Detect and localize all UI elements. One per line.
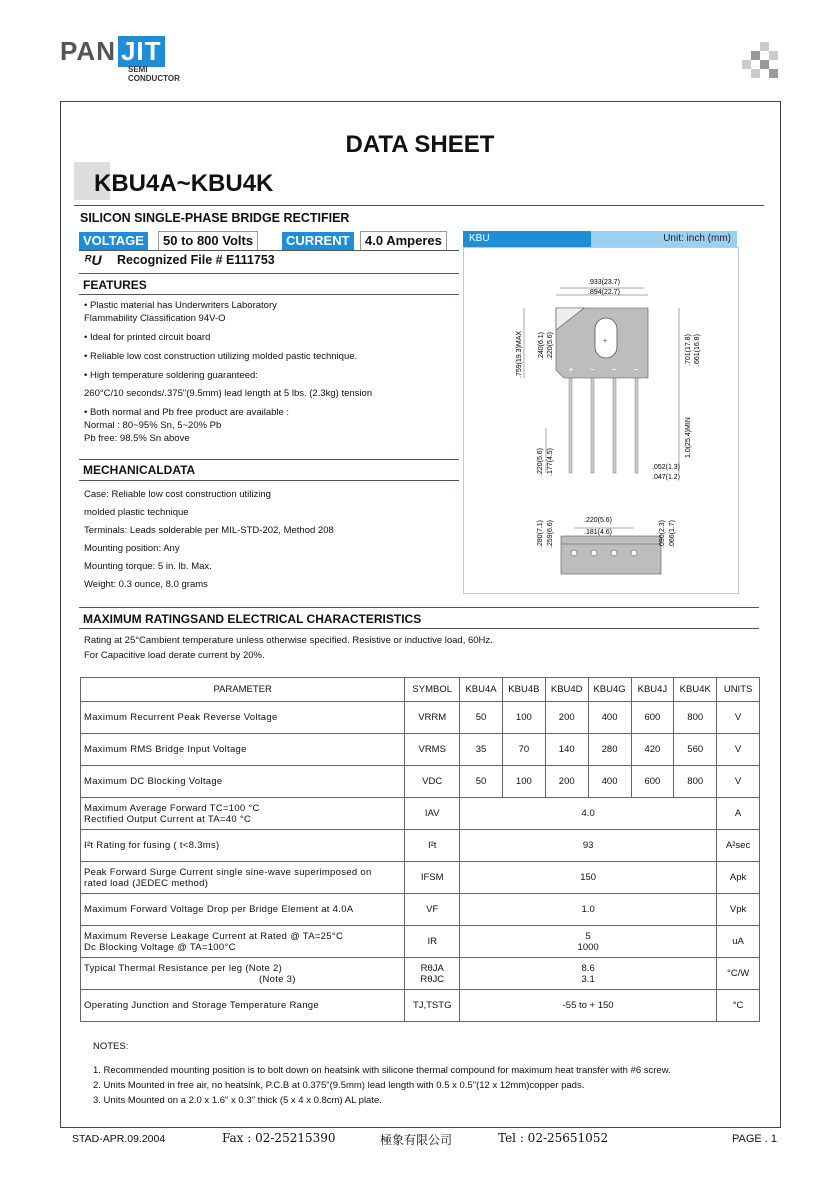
dim-side-r1: .090(2.3) — [659, 519, 666, 548]
mechanical-item: Case: Reliable low cost construction utilizing — [84, 489, 271, 500]
logo-sub-semi: SEMI — [128, 65, 148, 74]
dim-side-r2: .066(1.7) — [669, 519, 676, 548]
divider — [79, 273, 459, 274]
features-list — [84, 299, 459, 445]
table-header-row — [81, 678, 760, 702]
dim-hole2: .220(5.6) — [547, 331, 554, 360]
dim-lead-w1: .052(1.3) — [652, 464, 681, 471]
ul-mark: ᴿU — [84, 252, 102, 268]
dim-height-max: .759(19.3)MAX — [516, 330, 523, 378]
divider — [79, 480, 459, 481]
dim-hole1: .240(6.1) — [538, 331, 545, 360]
table-row: Maximum Average Forward TC=100 °C Rectified Output Current at TA=40 °C IAV 4.0 A — [81, 798, 760, 830]
divider — [79, 250, 459, 251]
table-row: I²t Rating for fusing ( t<8.3ms) I²t 93 A²sec — [81, 830, 760, 862]
divider — [74, 205, 764, 206]
table-row: Typical Thermal Resistance per leg (Note 2) (Note 3) RθJA RθJC 8.6 3.1 °C/W — [81, 958, 760, 990]
footer-page: PAGE . 1 — [732, 1133, 778, 1145]
dim-bottom-w1: .220(5.6) — [584, 517, 613, 524]
notes-list — [93, 1063, 671, 1108]
dim-lead-length: 1.0(25.4)MIN — [685, 417, 692, 458]
pin-plus: + — [569, 367, 574, 374]
dim-side-h1: .280(7.1) — [537, 519, 544, 548]
divider — [79, 294, 459, 295]
part-number: KBU4A~KBU4K — [94, 170, 274, 197]
current-value: 4.0 Amperes — [360, 231, 447, 251]
ratings-heading: MAXIMUM RATINGSAND ELECTRICAL CHARACTERISTICS — [83, 612, 422, 626]
voltage-label: VOLTAGE — [79, 232, 148, 250]
dim-bottom-w2: .181(4.6) — [584, 529, 613, 536]
ratings-note-2: For Capacitive load derate current by 20%. — [84, 650, 265, 661]
dim-pitch-max: .220(5.6) — [537, 447, 544, 476]
mechanical-item: Weight: 0.3 ounce, 8.0 grams — [84, 579, 208, 590]
col-header: KBU4J — [631, 678, 674, 702]
feature-item: • Reliable low cost construction utilizing molded pastic technique. — [84, 351, 358, 362]
svg-text:+: + — [603, 338, 608, 345]
col-header: UNITS — [717, 678, 760, 702]
mechanical-item: Mounting position: Any — [84, 543, 180, 554]
table-row: Maximum Forward Voltage Drop per Bridge Element at 4.0A VF 1.0 Vpk — [81, 894, 760, 926]
col-header: KBU4B — [502, 678, 545, 702]
ratings-table — [80, 677, 760, 1022]
dim-right-h2: .661(16.8) — [694, 334, 701, 366]
table-row: Maximum DC Blocking Voltage VDC 50 100 200 400 600 800 V — [81, 766, 760, 798]
table-row: Operating Junction and Storage Temperature Range TJ,TSTG -55 to + 150 °C — [81, 990, 760, 1022]
notes-heading: NOTES: — [93, 1041, 129, 1052]
col-header: PARAMETER — [81, 678, 405, 702]
note-item: 2. Units Mounted in free air, no heatsink, P.C.B at 0.375"(9.5mm) lead length with 0.5 x 0.5"(12 x 12mm)copper pads. — [93, 1080, 585, 1091]
ratings-note-1: Rating at 25°Cambient temperature unless otherwise specified. Resistive or inductive load, 60Hz. — [84, 635, 493, 646]
col-header: KBU4K — [674, 678, 717, 702]
recognized-file: Recognized File # E111753 — [117, 253, 275, 267]
col-header: KBU4A — [460, 678, 503, 702]
product-subtitle: SILICON SINGLE-PHASE BRIDGE RECTIFIER — [80, 211, 350, 225]
col-header: KBU4D — [545, 678, 588, 702]
feature-item: • Plastic material has Underwriters Laboratory Flammability Classification 94V-O — [84, 300, 277, 324]
mechanical-item: molded plastic technique — [84, 507, 189, 518]
feature-item: • Both normal and Pb free product are available : Normal : 80~95% Sn, 5~20% Pb Pb free: 98.5% Sn above — [84, 407, 290, 444]
footer-tel: Tel : 02-25651052 — [498, 1131, 609, 1145]
dim-lead-w2: .047(1.2) — [652, 474, 681, 481]
mechanical-item: Mounting torque: 5 in. lb. Max. — [84, 561, 212, 572]
table-row: Peak Forward Surge Current single sine-wave superimposed on rated load (JEDEC method) IFSM 150 Apk — [81, 862, 760, 894]
col-header: KBU4G — [588, 678, 631, 702]
package-name: KBU — [469, 233, 490, 244]
dim-width-max: .933(23.7) — [588, 279, 620, 286]
dim-pitch-min: .177(4.5) — [547, 447, 554, 476]
divider — [79, 607, 759, 608]
pin-ac1: ~ — [590, 367, 595, 374]
dim-width-min: .894(22.7) — [588, 289, 620, 296]
pin-ac2: ~ — [612, 367, 617, 374]
note-item: 3. Units Mounted on a 2.0 x 1.6" x 0.3" thick (5 x 4 x 0.8cm) AL plate. — [93, 1095, 382, 1106]
logo-jit: JIT — [118, 36, 165, 67]
features-heading: FEATURES — [83, 278, 147, 292]
feature-item: • High temperature soldering guaranteed: 260°C/10 seconds/.375"(9.5mm) lead length at 5 lbs. (2.3kg) tension — [84, 370, 373, 399]
logo-pan: PAN — [60, 36, 116, 66]
package-drawing — [464, 248, 738, 593]
footer-company: 極象有限公司 — [380, 1133, 453, 1147]
corner-decoration — [742, 42, 782, 82]
divider — [79, 628, 759, 629]
logo-sub-conductor: CONDUCTOR — [128, 74, 180, 83]
package-drawing-panel — [463, 247, 739, 594]
feature-item: • Ideal for printed circuit board — [84, 332, 211, 343]
table-row: Maximum Reverse Leakage Current at Rated @ TA=25°C Dc Blocking Voltage @ TA=100°C IR 5 1000 uA — [81, 926, 760, 958]
note-item: 1. Recommended mounting position is to bolt down on heatsink with silicone thermal compound for maximum heat transfer with #6 screw. — [93, 1065, 671, 1076]
mechanical-list — [84, 486, 334, 594]
current-label: CURRENT — [282, 232, 354, 250]
dim-right-h1: .701(17.8) — [685, 334, 692, 366]
footer-fax: Fax : 02-25215390 — [222, 1131, 336, 1145]
col-header: SYMBOL — [405, 678, 460, 702]
divider — [79, 459, 459, 460]
mechanical-item: Terminals: Leads solderable per MIL-STD-202, Method 208 — [84, 525, 334, 536]
package-unit: Unit: inch (mm) — [663, 233, 731, 244]
company-logo — [60, 36, 180, 83]
pin-minus: − — [634, 367, 639, 374]
page-title: DATA SHEET — [345, 131, 495, 158]
voltage-value: 50 to 800 Volts — [158, 231, 258, 251]
footer-date: STAD-APR.09.2004 — [72, 1133, 166, 1145]
dim-side-h2: .259(6.6) — [547, 519, 554, 548]
mechanical-heading: MECHANICALDATA — [83, 463, 196, 477]
package-header — [463, 231, 737, 247]
table-row: Maximum Recurrent Peak Reverse Voltage VRRM 50 100 200 400 600 800 V — [81, 702, 760, 734]
table-row: Maximum RMS Bridge Input Voltage VRMS 35 70 140 280 420 560 V — [81, 734, 760, 766]
